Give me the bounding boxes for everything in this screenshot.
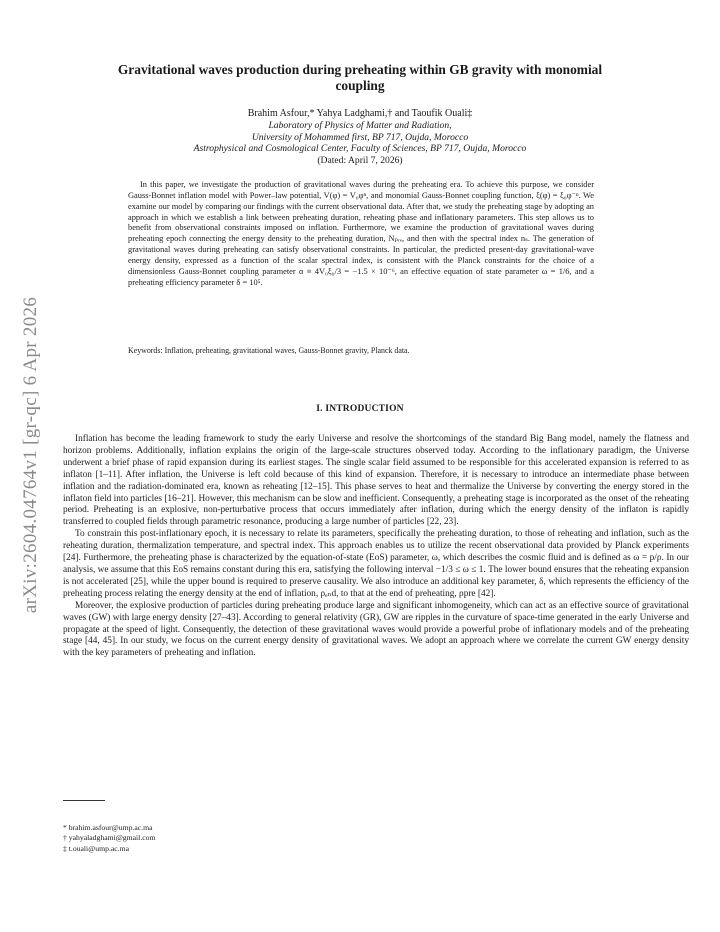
author-block [110, 108, 610, 167]
abstract [128, 180, 594, 288]
introduction-paragraph-1: Inflation has become the leading framework to study the early Universe and resolve the shortcomings of the standard Big Bang model, namely the flatness and horizon problems. Additionally, inflation explains the origin of the large-scale structures observed today. According to the inflationary paradigm, the Universe underwent a brief phase of rapid expansion during its earliest stages. The single scalar field assumed to be responsible for this accelerated expansion is referred to as inflaton [1–11]. After inflation, the Universe is left cold because of this kind of expansion. Therefore, it is necessary to introduce an intermediate phase between inflation and the radiation-dominated era, known as reheating [12–15]. This phase serves to heat and thermalize the Universe by converting the energy stored in the inflaton field into particles [16–21]. However, this mechanism can be slow and inefficient. Consequently, a preheating stage is incorporated as the onset of the reheating period. Preheating is an explosive, non-perturbative process that occurs immediately after inflation, during which the energy density of the inflaton is rapidly transferred to coupled fields through parametric resonance, producing a large number of particles [22, 23]. [63, 434, 689, 528]
introduction-paragraph-3: Moreover, the explosive production of particles during preheating produce large and significant inhomogeneity, which can act as an effective source of gravitational waves (GW) with large energy density [27–43]. According to general relativity (GR), GW are ripples in the curvature of space-time generated in the early Universe and propagate at the speed of light. Consequently, the detection of these gravitational waves would provide a powerful probe of inflationary models and of the preheating stage [44, 45]. In our study, we focus on the current energy density of gravitational waves. We adopt an approach where we correlate the current GW energy density with the key parameters of preheating and inflation. [63, 600, 689, 659]
arxiv-identifier-sidebar [14, 270, 48, 640]
affiliation-center: Astrophysical and Cosmological Center, Faculty of Sciences, BP 717, Oujda, Morocco [193, 143, 527, 155]
affiliation-lab: Laboratory of Physics of Matter and Radiation, [268, 119, 452, 131]
arxiv-identifier: arXiv:2604.04764v1 [gr-qc] 6 Apr 2026 [20, 296, 41, 614]
keywords: Keywords: Inflation, preheating, gravitational waves, Gauss-Bonnet gravity, Planck data. [128, 346, 410, 355]
footnote-email-ouali[interactable]: ‡ t.ouali@ump.ac.ma [63, 843, 130, 853]
footnote-email-ladghami[interactable]: † yahyaladghami@gmail.com [63, 833, 156, 843]
footnotes [63, 823, 363, 854]
footnote-divider [63, 800, 105, 801]
affiliation-university: University of Mohammed first, BP 717, Oujda, Morocco [251, 131, 469, 143]
section-heading-introduction: I. INTRODUCTION [316, 404, 404, 414]
dated-line: (Dated: April 7, 2026) [317, 155, 403, 167]
introduction-paragraph-2: To constrain this post-inflationary epoch, it is necessary to relate its parameters, specifically the preheating duration, to those of reheating and inflation, such as the reheating duration, thermalization temperature, and spectral index. This approach enables us to utilize the recent observational data provided by Planck experiments [24]. Furthermore, the preheating phase is characterized by the equation-of-state (EoS) parameter, ω, which describes the cosmic fluid and is defined as ω = p/ρ. In our analysis, we assume that this EoS remains constant during this era, satisfying the following interval −1/3 ≤ ω ≤ 1. The lower bound ensures that the reheating expansion is not accelerated [25], while the upper bound is required to preserve causality. We also introduce an additional key parameter, δ, which represents the efficiency of the preheating process relating the energy density at the end of inflation, ρₑₙd, to that at the end of preheating, ρpre [42]. [63, 529, 689, 599]
introduction-body [63, 434, 689, 660]
paper-title: Gravitational waves production during preheating within GB gravity with monomial coupling [117, 62, 603, 93]
abstract-text: In this paper, we investigate the production of gravitational waves during the preheating era. To achieve this purpose, we consider Gauss-Bonnet inflation model with Power–law potential, V(φ) = V₀φⁿ, and monomial Gauss-Bonnet coupling function, ξ(φ) = ξ₀φ⁻ⁿ. We examine our model by comparing our findings with the current observational data. After that, we study the preheating stage by adopting an approach in which we establish a link between preheating duration, reheating phase and inflationary parameters. This step allows us to benefit from observational constraints imposed on inflation. Furthermore, we examine the production of gravitational waves during preheating epoch connecting the energy density to the preheating duration, Nₚᵣₑ, and then with the spectral index nₛ. The generation of gravitational waves during preheating can satisfy observational constraints. In particular, the predicted present-day gravitational-wave energy density, expressed as a function of the scalar spectral index, is consistent with the Planck constraints for the choice of a dimensionless Gauss-Bonnet coupling parameter α ≡ 4V₀ξ₀/3 = −1.5 × 10⁻⁶, an effective equation of state parameter ω = 1/6, and a preheating efficiency parameter δ = 10⁵. [128, 180, 594, 287]
author-list: Brahim Asfour,* Yahya Ladghami,† and Taoufik Ouali‡ [247, 108, 473, 119]
footnote-email-asfour[interactable]: * brahim.asfour@ump.ac.ma [63, 823, 153, 832]
